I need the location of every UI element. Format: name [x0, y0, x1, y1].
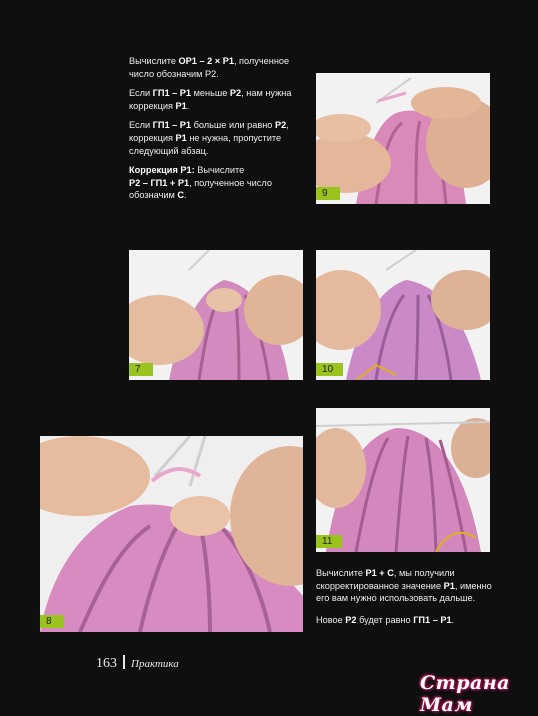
page-footer	[96, 655, 179, 672]
paragraph-corrected-p1: Вычислите Р1 + С, мы получили скорректированное значение Р1, именно его вам нужно использовать дальше.	[316, 568, 492, 604]
knitting-photo-8	[40, 436, 303, 632]
section-name: Практика	[131, 658, 179, 670]
knitting-photo-11	[316, 408, 490, 552]
paragraph-new-p2: Новое Р2 будет равно ГП1 – Р1.	[316, 614, 455, 625]
page-number: 163	[96, 656, 117, 671]
instruction-text	[129, 55, 301, 209]
photo-step-11	[316, 408, 490, 552]
step-label: 8	[40, 615, 64, 628]
step-label: 11	[316, 535, 342, 548]
photo-step-10	[316, 250, 490, 380]
paragraph-if-less: Если ГП1 – Р1 меньше Р2, нам нужна коррекция Р1.	[129, 88, 292, 111]
paragraph-if-greater: Если ГП1 – Р1 больше или равно Р2, коррекция Р1 не нужна, пропустите следующий абзац.	[129, 120, 289, 156]
step-label: 9	[316, 187, 340, 200]
watermark-logo: Страна Мам	[420, 672, 510, 716]
step-label: 7	[129, 363, 153, 376]
paragraph-correction: Коррекция Р1: Вычислите Р2 – ГП1 + Р1, полученное число обозначим С.	[129, 165, 272, 201]
knitting-photo-7	[129, 250, 303, 380]
knitting-photo-10	[316, 250, 490, 380]
photo-step-9	[316, 73, 490, 204]
photo-step-8	[40, 436, 303, 632]
result-text	[316, 567, 492, 635]
folio-divider	[123, 655, 125, 669]
knitting-photo-9	[316, 73, 490, 204]
paragraph-calc-p2: Вычислите ОР1 – 2 × Р1, полученное число обозначим Р2.	[129, 56, 290, 79]
step-label: 10	[316, 363, 343, 376]
photo-step-7	[129, 250, 303, 380]
